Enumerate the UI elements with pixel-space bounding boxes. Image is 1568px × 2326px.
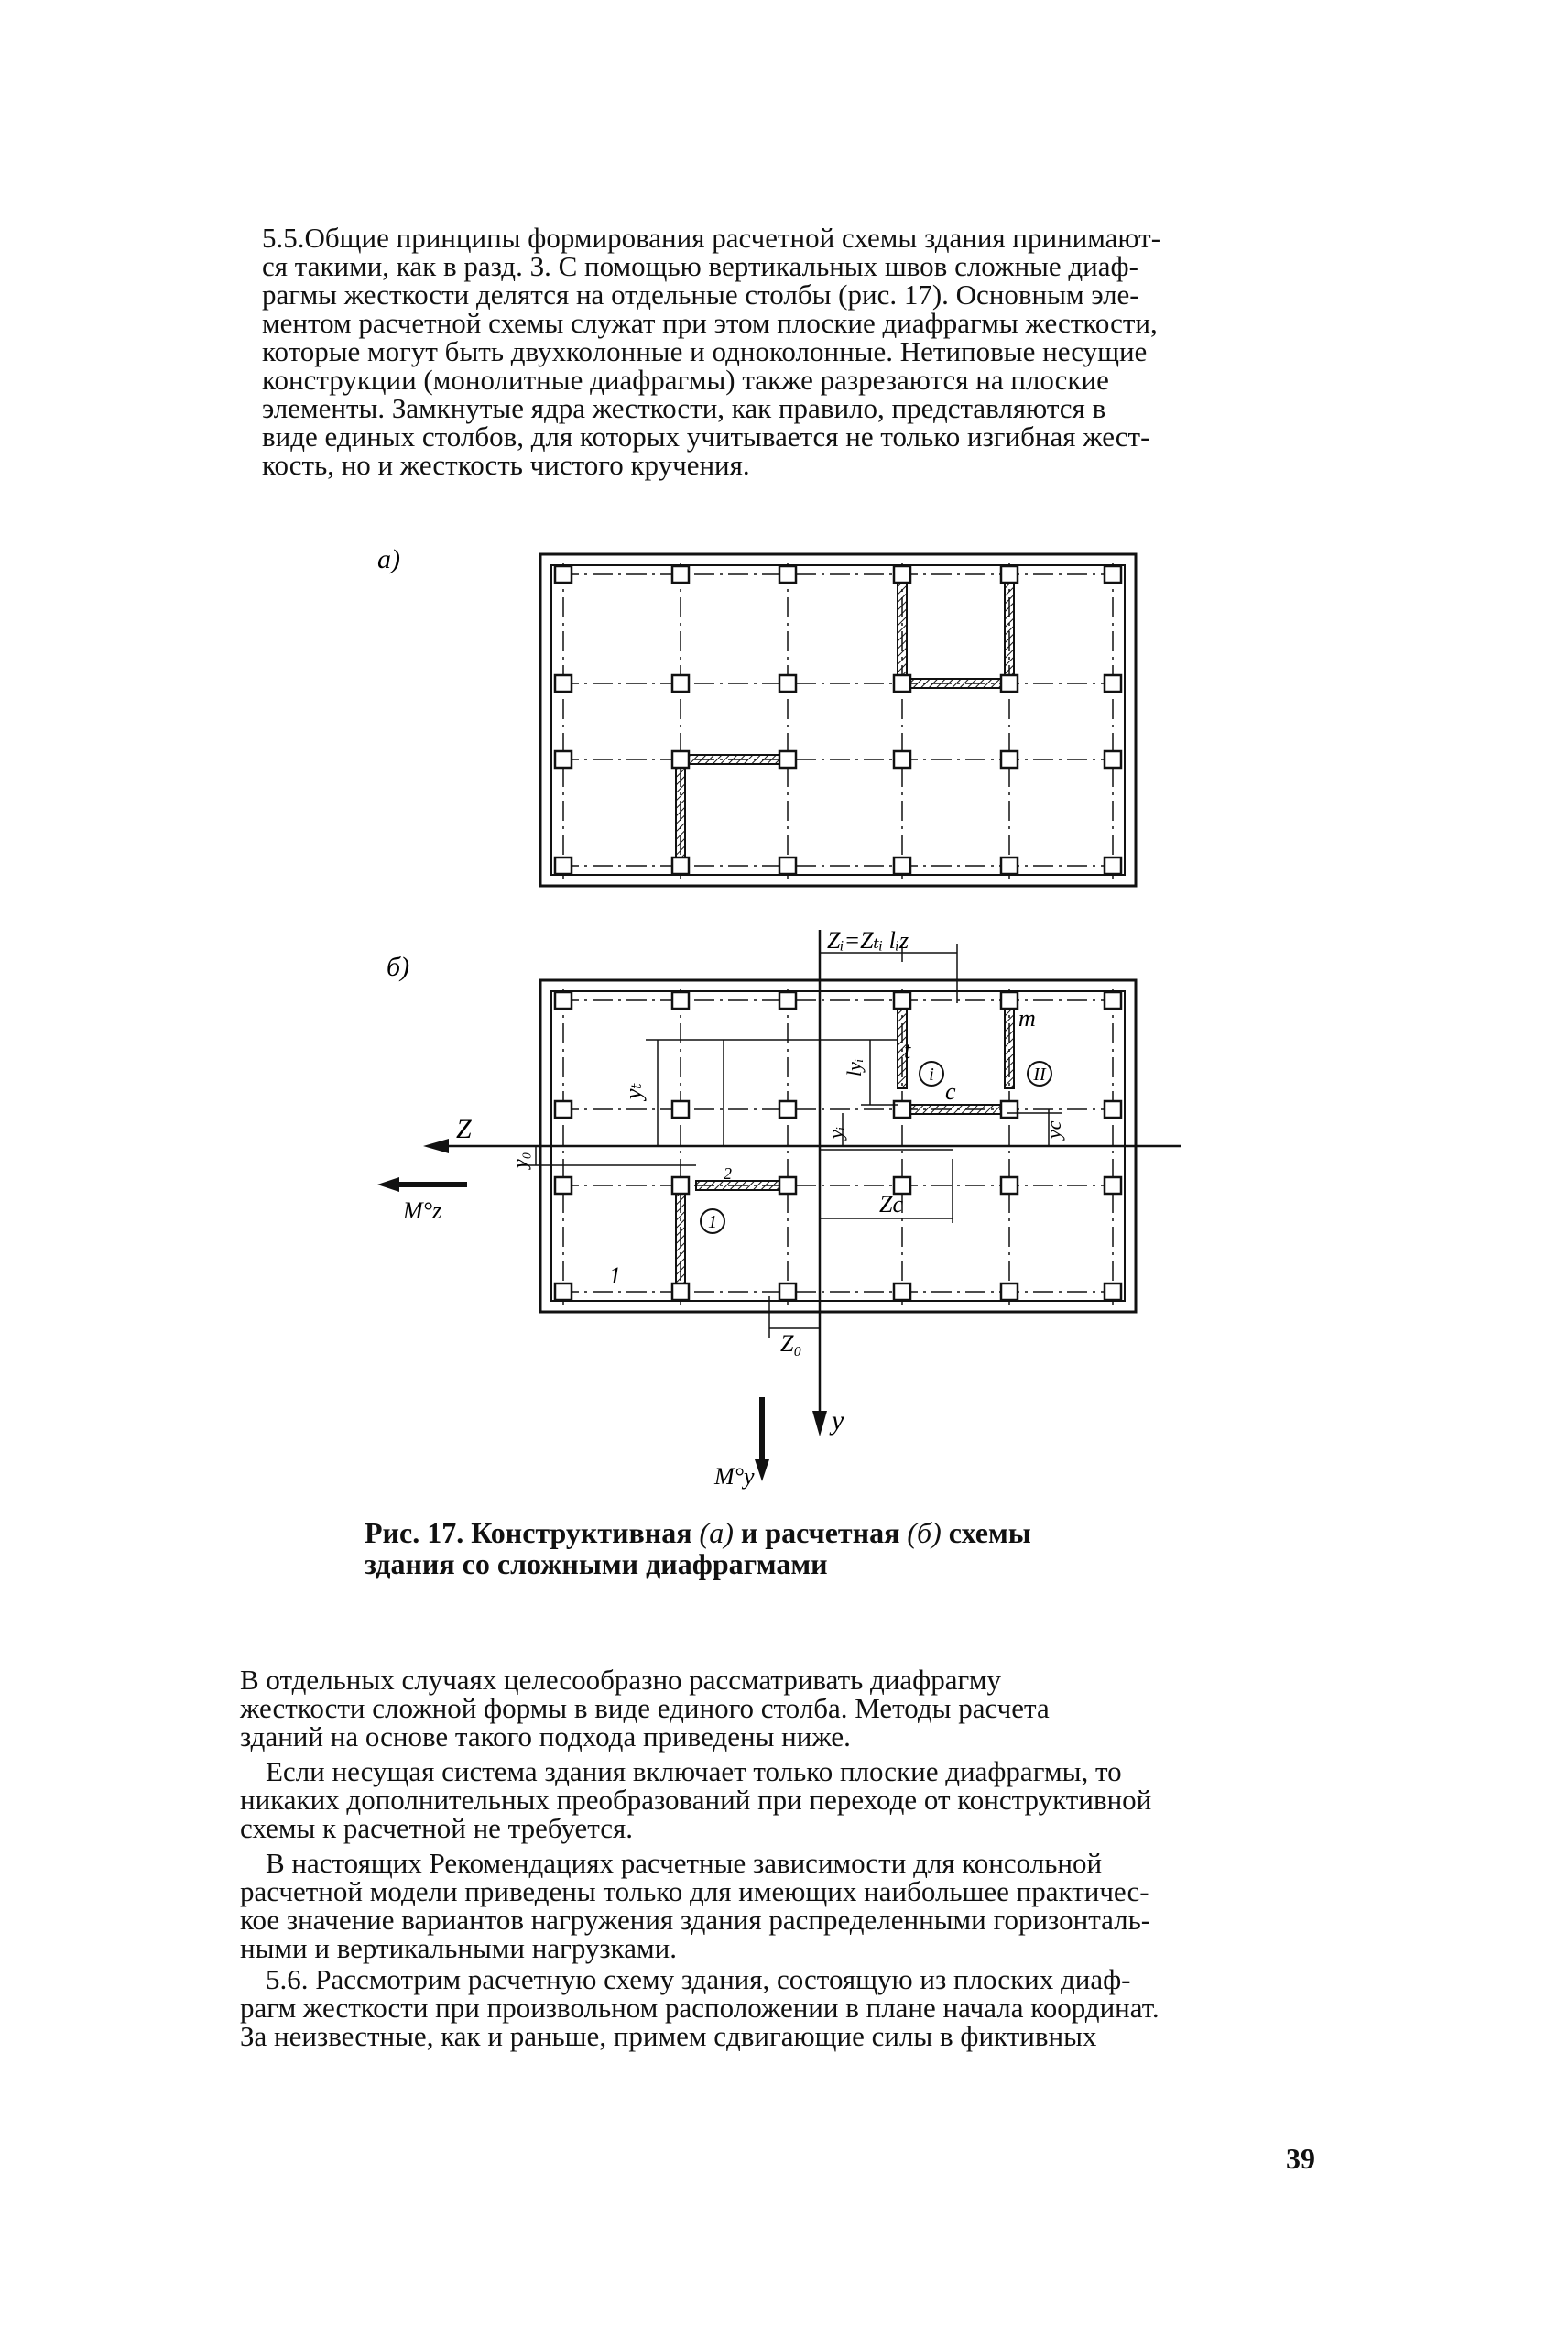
marker-II: II [1033,1065,1046,1085]
label-y0: y₀ [508,1152,531,1168]
text-line: никаких дополнительных преобразований при переходе от конструктивной [240,1784,1152,1816]
dim-zi-label: Zᵢ=Zₜᵢ lᵢz [827,927,909,954]
text-line: элементы. Замкнутые ядра жесткости, как правило, представляются в [262,392,1106,424]
label-zc: Zc [879,1191,903,1218]
paragraph-3 [240,1849,1335,1962]
text-line: рагмы жесткости делятся на отдельные столбы (рис. 17). Основным эле- [262,278,1139,311]
paragraph-1 [240,1665,1335,1751]
axis-z-label: Z [456,1114,472,1144]
moment-y-label: M°y [714,1463,755,1490]
text-line: В отдельных случаях целесообразно рассматривать диафрагму [240,1664,1001,1696]
text-line: ментом расчетной схемы служат при этом плоские диафрагмы жесткости, [262,307,1158,339]
paragraph-4 [240,1965,1335,2050]
label-yc: yc [1042,1120,1065,1139]
label-2: 2 [724,1164,732,1183]
label-a: а) [377,544,400,574]
plan-b [377,927,1181,1490]
section-5-5-text [240,224,1335,479]
caption-line-2: здания со сложными диафрагмами [365,1547,828,1580]
label-lyi: lyᵢ [843,1058,866,1076]
text-line: расчетной модели приведены только для имеющих наибольшее практичес- [240,1875,1149,1907]
label-m: m [1018,1005,1036,1032]
marker-i: i [929,1065,934,1085]
marker-1: 1 [708,1212,717,1232]
text-line: которые могут быть двухколонные и одноколонные. Нетиповые несущие [262,335,1148,367]
page-number: 39 [1286,2142,1315,2175]
text-line: рагм жесткости при произвольном расположении в плане начала координат. [240,1992,1160,2024]
figure-caption [365,1517,1189,1579]
paragraph-2 [240,1757,1335,1842]
axis-y-label: y [832,1405,844,1436]
text-line: ными и вертикальными нагрузками. [240,1932,677,1964]
plan-a [377,544,1136,886]
figure-17 [366,527,1191,1498]
label-z0: Z₀ [780,1330,802,1357]
label-c: c [945,1078,956,1105]
label-yt: yₜ [620,1083,647,1099]
caption-suffix: схемы [941,1516,1031,1549]
label-1: 1 [609,1262,621,1289]
text-line: Если несущая система здания включает только плоские диафрагмы, то [266,1755,1122,1787]
caption-b: (б) [907,1516,942,1549]
text-line: 5.5.Общие принципы формирования расчетной схемы здания принимают- [262,222,1161,254]
text-line: В настоящих Рекомендациях расчетные зависимости для консольной [266,1847,1103,1879]
text-line: кое значение вариантов нагружения здания распределенными горизонталь- [240,1904,1151,1936]
label-yi: yᵢ [824,1126,847,1139]
text-line: кость, но и жесткость чистого кручения. [262,449,750,481]
caption-a: (а) [699,1516,734,1549]
text-line: За неизвестные, как и раньше, примем сдвигающие силы в фиктивных [240,2020,1097,2052]
text-line: жесткости сложной формы в виде единого столба. Методы расчета [240,1692,1050,1724]
moment-z-label: M°z [403,1197,442,1224]
caption-prefix: Рис. 17. Конструктивная [365,1516,700,1549]
text-line: 5.6. Рассмотрим расчетную схему здания, состоящую из плоских диаф- [266,1963,1131,1995]
text-line: конструкции (монолитные диафрагмы) также разрезаются на плоские [262,364,1109,396]
label-t: t [904,1037,911,1064]
text-line: зданий на основе такого подхода приведены ниже. [240,1720,851,1753]
text-line: ся такими, как в разд. 3. С помощью вертикальных швов сложные диаф- [262,250,1138,282]
caption-middle: и расчетная [733,1516,908,1549]
label-b: б) [387,952,410,982]
text-line: виде единых столбов, для которых учитывается не только изгибная жест- [262,420,1150,453]
text-line: схемы к расчетной не требуется. [240,1812,633,1844]
